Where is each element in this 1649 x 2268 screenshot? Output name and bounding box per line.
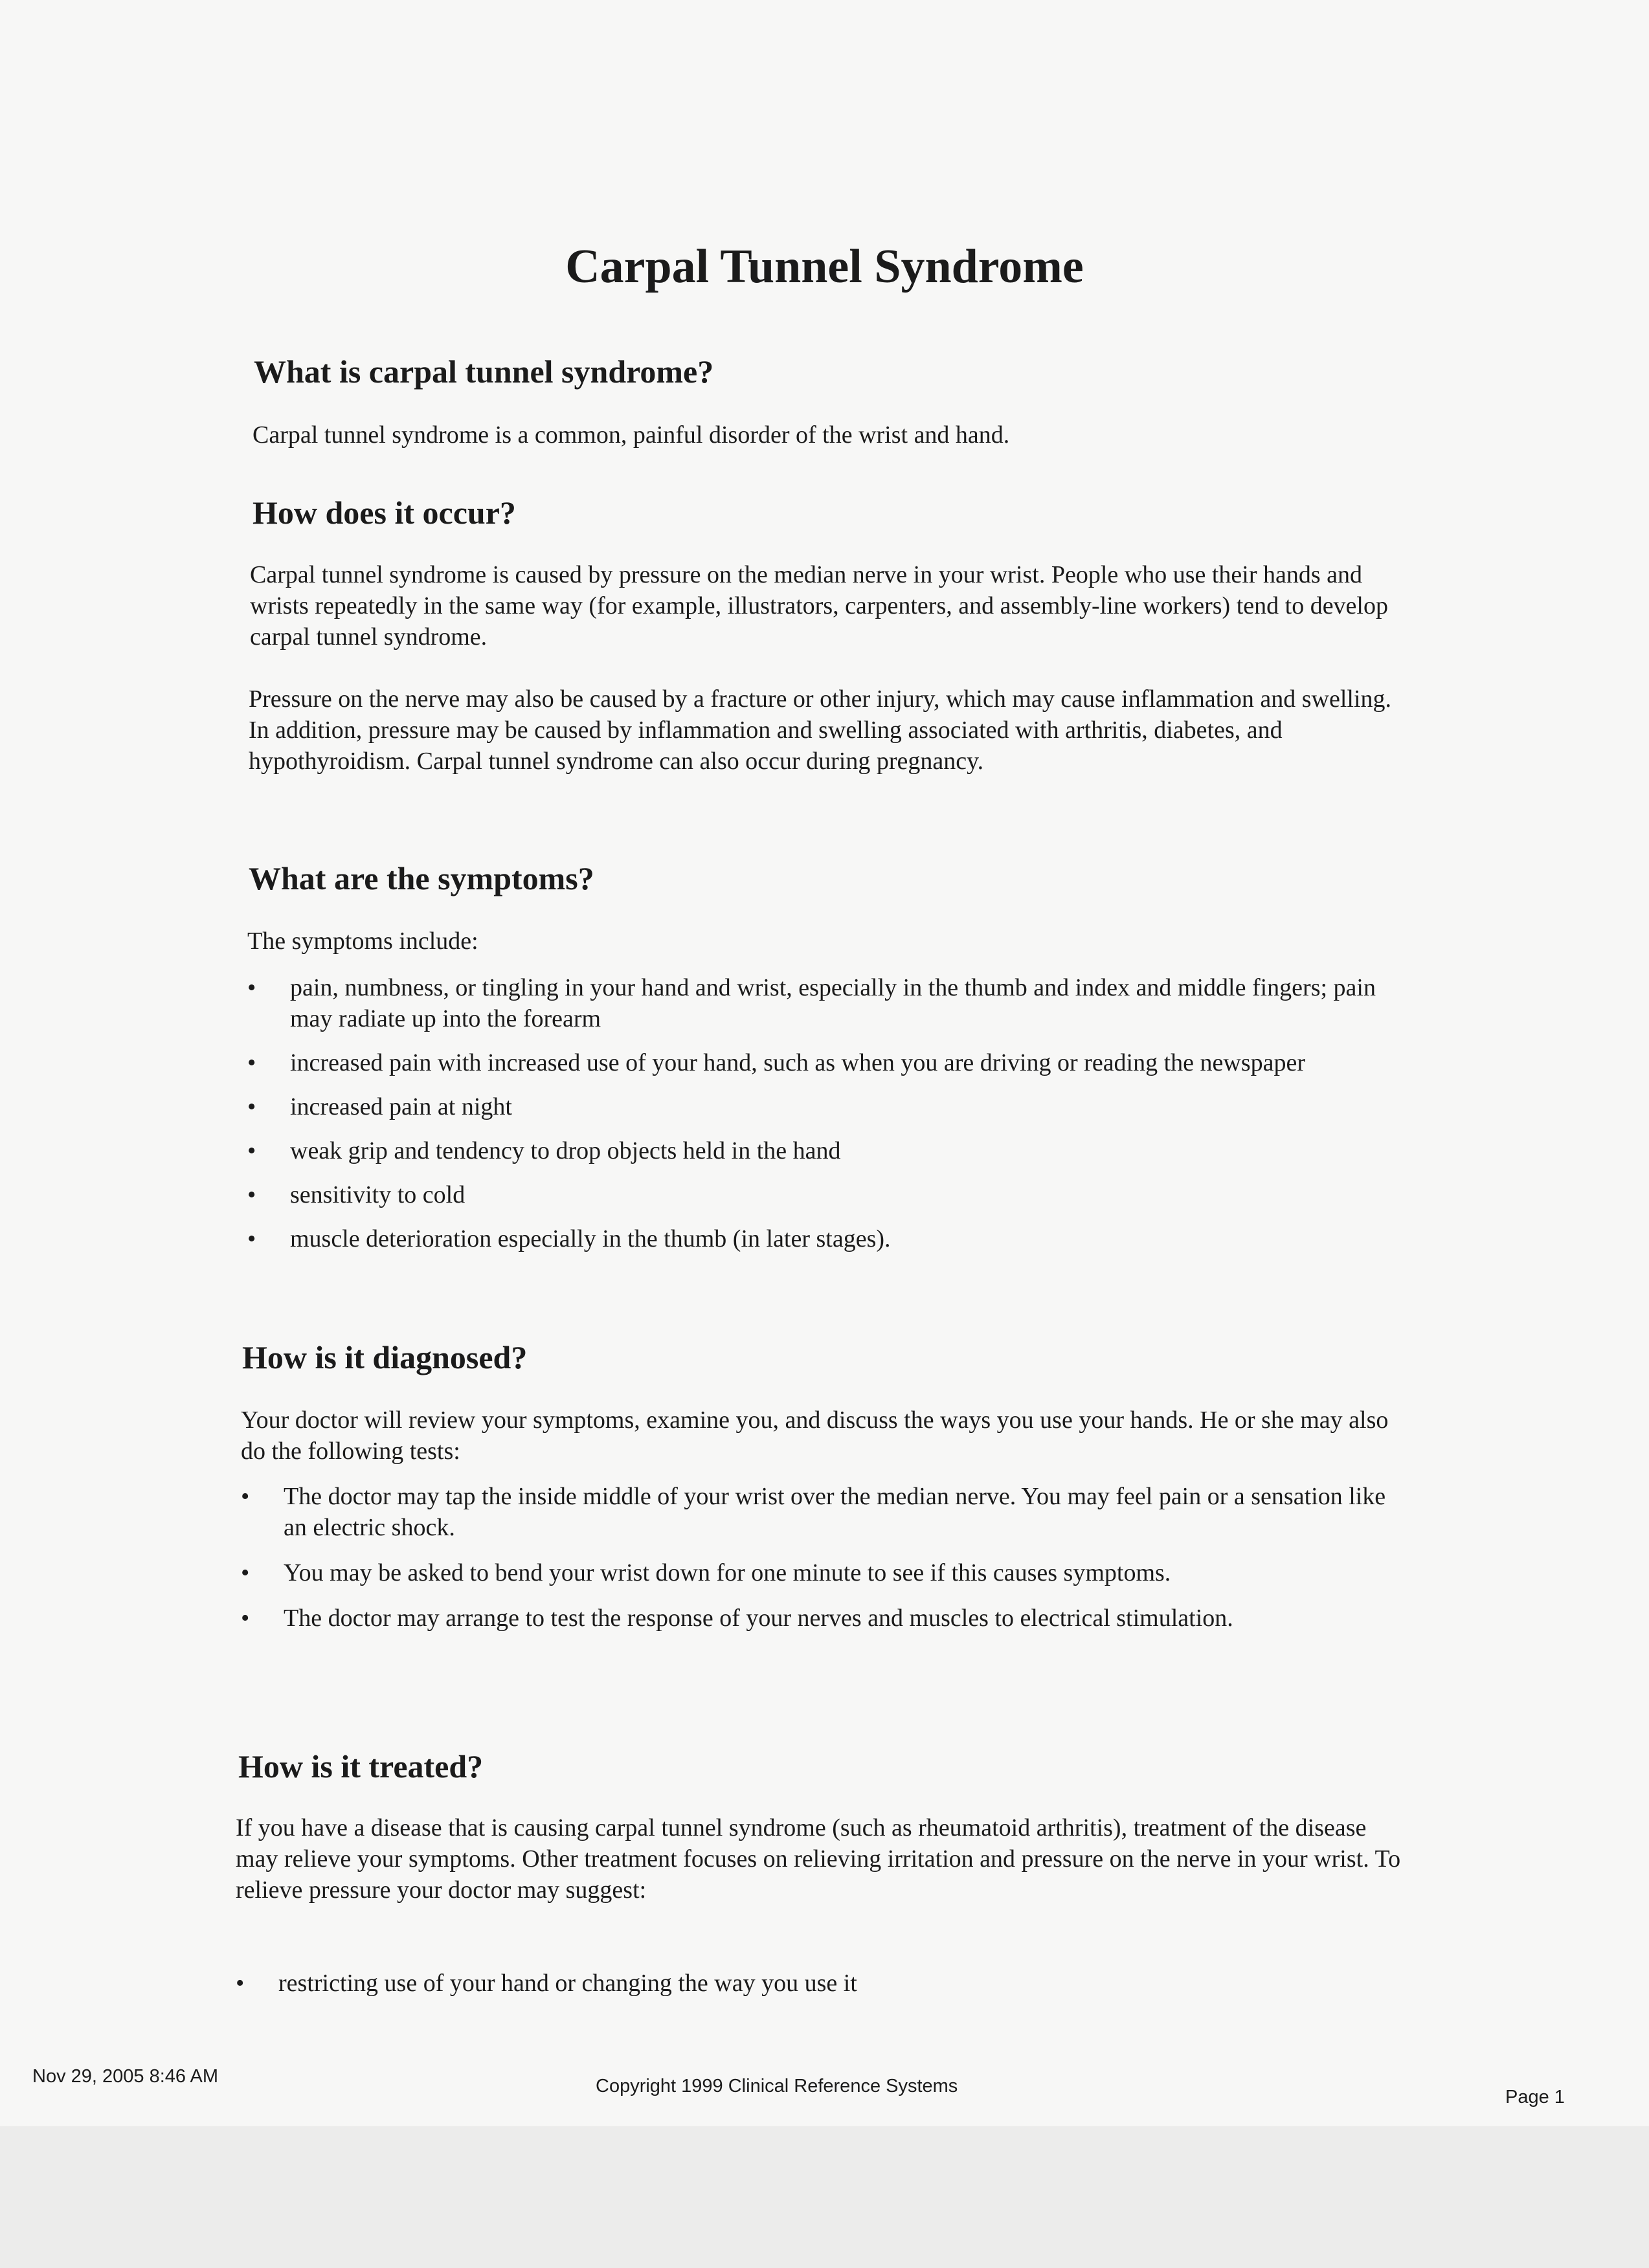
list-item: • muscle deterioration especially in the thumb (in later stages).	[243, 1223, 1409, 1254]
list-item: • increased pain with increased use of your hand, such as when you are driving or reading the newspaper	[243, 1047, 1409, 1078]
list-item: • You may be asked to bend your wrist down for one minute to see if this causes symptoms.	[237, 1557, 1389, 1588]
diagnosis-tests-list	[237, 1481, 1389, 1648]
list-item: • The doctor may tap the inside middle of your wrist over the median nerve. You may feel pain or a sensation like an electric shock.	[237, 1481, 1389, 1543]
heading-how-occur: How does it occur?	[252, 495, 516, 531]
list-item: • The doctor may arrange to test the response of your nerves and muscles to electrical stimulation.	[237, 1603, 1389, 1634]
diagnosis-intro: Your doctor will review your symptoms, examine you, and discuss the ways you use your hands. He or she may also do the following tests:	[241, 1406, 1389, 1465]
treatment-list	[232, 1968, 1397, 2013]
paragraph-other-causes: Pressure on the nerve may also be caused by a fracture or other injury, which may cause inflammation and swelling. In addition, pressure may be caused by inflammation and swelling associated with arthritis, diabetes, and hypothyroidism. Carpal tunnel syndrome can also occur during pregnancy.	[249, 685, 1392, 775]
list-item: • increased pain at night	[243, 1091, 1409, 1122]
treatment-intro: If you have a disease that is causing carpal tunnel syndrome (such as rheumatoid arthritis), treatment of the disease may relieve your symptoms. Other treatment focuses on relieving irritation and pressure on the nerve in your wrist. To relieve pressure your doctor may suggest:	[236, 1814, 1401, 1904]
list-item: • weak grip and tendency to drop objects held in the hand	[243, 1135, 1409, 1166]
paragraph-cause: Carpal tunnel syndrome is caused by pressure on the median nerve in your wrist. People who use their hands and wrists repeatedly in the same way (for example, illustrators, carpenters, and assembly-line workers) tend to develop carpal tunnel syndrome.	[250, 561, 1388, 650]
copyright-notice: Copyright 1999 Clinical Reference Systems	[596, 2076, 958, 2096]
symptoms-list	[243, 972, 1409, 1267]
heading-symptoms: What are the symptoms?	[249, 860, 594, 896]
list-item: • restricting use of your hand or changing the way you use it	[232, 1968, 1397, 1999]
heading-diagnosed: How is it diagnosed?	[242, 1339, 528, 1375]
list-item: • sensitivity to cold	[243, 1179, 1409, 1210]
page-number: Page 1	[1505, 2087, 1565, 2107]
symptoms-intro: The symptoms include:	[247, 928, 478, 955]
list-item: • pain, numbness, or tingling in your hand and wrist, especially in the thumb and index and middle fingers; pain may radiate up into the forearm	[243, 972, 1409, 1034]
paragraph-definition: Carpal tunnel syndrome is a common, painful disorder of the wrist and hand.	[252, 421, 1010, 449]
document-title: Carpal Tunnel Syndrome	[565, 240, 1084, 293]
heading-what-is: What is carpal tunnel syndrome?	[254, 353, 714, 390]
scan-margin	[0, 2126, 1649, 2268]
heading-treated: How is it treated?	[238, 1748, 484, 1784]
print-timestamp: Nov 29, 2005 8:46 AM	[32, 2066, 218, 2087]
